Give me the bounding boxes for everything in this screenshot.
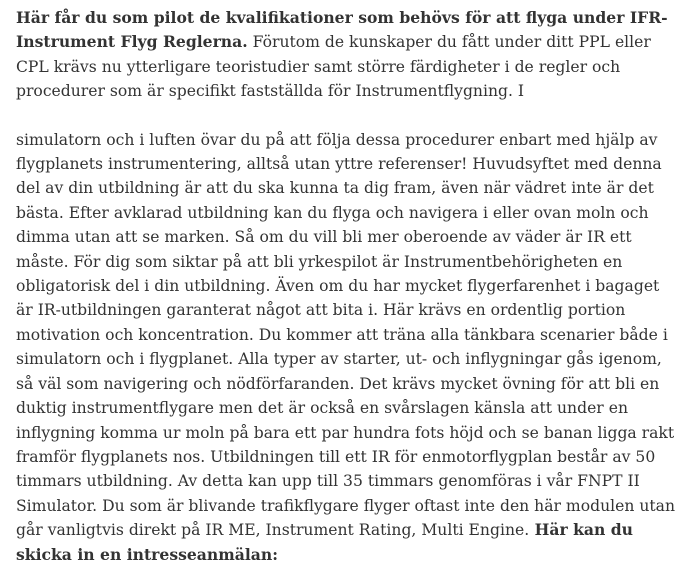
article [16,0,676,567]
body-text: simulatorn och i luften övar du på att följa dessa procedurer enbart med hjälp av flygplanets instrumentering, alltså utan yttre referenser! Huvudsyftet med denna del av din utbildning är att du ska kunna ta dig fram, även när vädret inte är det bästa. Efter avklarad utbildning kan du flyga och navigera i eller ovan moln och dimma utan att se marken. Så om du vill bli mer oberoende av väder är IR ett måste. För dig som siktar på att bli yrkespilot är Instrumentbehörigheten en obligatorisk del i din utbildning. Även om du har mycket flygerfarenhet i bagaget är IR-utbildningen garanterat något att bita i. Här krävs en ordentlig portion motivation och koncentration. Du kommer att träna alla tänkbara scenarier både i simulatorn och i flygplanet. Alla typer av starter, ut- och inflygningar gås igenom, så väl som navigering och nödförfaranden. Det krävs mycket övning för att bli en duktig instrumentflygare men det är också en svårslagen känsla att under en inflygning komma ur moln på bara ett par hundra fots höjd och se banan ligga rakt framför flygplanets nos. Utbildningen till ett IR för enmotorflygplan består av 50 timmars utbildning. Av detta kan upp till 35 timmars genomföras i vår FNPT II Simulator. Du som är blivande trafikflygare flyger oftast inte den här modulen utan går vanligtvis direkt på IR ME, Instrument Rating, Multi Engine. [16,130,675,540]
body-paragraph [16,128,676,567]
body-bold-tail: Här kan du skicka in en intresseanmälan: [16,520,633,564]
intro-bold-lead: Här får du som pilot de kvalifikationer som behövs för att flyga under IFR-Instrument Flyg Reglerna. [16,8,668,52]
intro-paragraph [16,0,676,104]
intro-text: Förutom de kunskaper du fått under ditt PPL eller CPL krävs nu ytterligare teoristudier samt större färdigheter i de regler och procedurer som är specifikt fastställda för Instrumentflygning. I [16,33,651,101]
